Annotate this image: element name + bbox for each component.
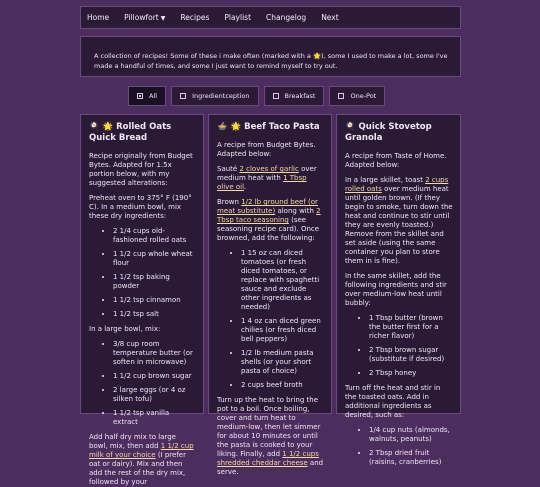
step-text: over medium heat with	[217, 165, 317, 182]
list-item: • 2 cups beef broth	[241, 381, 324, 390]
nav-playlist[interactable]: Playlist	[224, 13, 252, 22]
list-item: • 1 1/2 cup brown sugar	[113, 372, 196, 381]
list-item: • 3/8 cup room temperature butter (or soften in microwave)	[113, 340, 196, 367]
card-title: 🍳 Quick Stovetop Granola	[345, 122, 432, 143]
list-item: • 2 Tbsp honey	[369, 369, 453, 378]
nav-pillowfort-label: Pillowfort	[124, 13, 159, 22]
chevron-down-icon: ▼	[160, 15, 166, 22]
step-text: (see seasoning recipe card). Once browned, add the following:	[217, 216, 320, 242]
card-step: In the same skillet, add the following ingredients and stir over medium-low heat until bubbly:	[345, 272, 447, 307]
list-item: • 1 1/2 tsp salt	[113, 310, 196, 319]
list-item: • 2 Tbsp brown sugar (substitute if desired)	[369, 346, 453, 364]
card-step: In a large bowl, mix:	[89, 325, 161, 333]
card-step	[217, 198, 324, 243]
card-intro: Recipe originally from Budget Bytes. Adapted for 1.5x portion below, with my suggested alterations:	[89, 152, 193, 187]
step-text: along with	[275, 207, 317, 215]
list-item: • 1 1/2 tsp vanilla extract	[113, 409, 196, 427]
list-item: • 1 4 oz can diced green chilies (or fresh diced bell peppers)	[241, 317, 324, 344]
nav-recipes[interactable]: Recipes	[180, 13, 210, 22]
ingredient-highlight: 1 1/2 cup milk of your choice	[89, 442, 194, 459]
card-step: Preheat oven to 375° F (190° C). In a medium bowl, mix these dry ingredients:	[89, 194, 192, 220]
ingredient-highlight: 1 Tbsp olive oil	[217, 174, 307, 191]
filter-breakfast[interactable]	[264, 86, 325, 106]
list-item: • 1 1/2 tsp baking powder	[113, 273, 196, 291]
recipe-card-beef-taco-pasta	[208, 114, 332, 476]
card-step	[217, 396, 324, 477]
step-text: Brown	[217, 198, 242, 206]
list-item: • 1 1/2 cup whole wheat flour	[113, 250, 196, 268]
ingredient-highlight: 1/2 lb ground beef (or meat substitute)	[217, 198, 318, 215]
card-step	[345, 176, 453, 266]
step-text: Turn up the heat to bring the pot to a boil. Once boiling, cover and turn heat to medium-low, then let simmer for about 10 minutes or until the pasta is cooked to your liking. Finally, add	[217, 396, 321, 458]
intro-text: A collection of recipes! Some of these i make often (marked with a 🌟), some I used to make a lot, some I've made a handful of times, and some I just want to remind myself to try out.	[94, 52, 448, 70]
filter-label: Breakfast	[284, 92, 316, 100]
step-text: and serve.	[217, 459, 324, 476]
step-text: (I prefer oat or dairy). Mix and then add the rest of the dry mix, followed by your	[89, 451, 186, 486]
step-text: Add half dry mix to large bowl, mix, then add	[89, 433, 176, 450]
nav-pillowfort[interactable]	[124, 13, 165, 22]
ingredient-highlight: 1 1/2 cups shredded cheddar cheese	[217, 450, 319, 467]
ingredient-highlight: 2 cups rolled oats	[345, 176, 449, 193]
step-text: over medium heat until golden brown. (If they begin to smoke, turn down the heat and continue to stir until they are evenly toasted.) Remove from the skillet and set aside (using the same container you plan to store them in is fine).	[345, 185, 453, 265]
checkbox-icon	[137, 93, 143, 99]
filter-label: All	[149, 92, 158, 100]
list-item: • 2 Tbsp dried fruit (raisins, cranberries)	[369, 449, 453, 467]
card-step	[89, 433, 196, 487]
checkbox-icon	[180, 93, 186, 99]
step-text: Sauté	[217, 165, 240, 173]
recipe-card-stovetop-granola	[336, 114, 461, 466]
list-item: • 1/4 cup nuts (almonds, walnuts, peanuts)	[369, 426, 453, 444]
list-item: • 2 1/4 cups old-fashioned rolled oats	[113, 227, 196, 245]
step-text: .	[244, 183, 247, 191]
filter-one-pot[interactable]	[329, 86, 385, 106]
ingredient-list	[345, 426, 453, 467]
card-intro: A recipe from Taste of Home. Adapted below:	[345, 152, 447, 169]
ingredient-list	[345, 314, 453, 378]
list-item: • 2 large eggs (or 4 oz silken tofu)	[113, 386, 196, 404]
card-step	[217, 165, 324, 192]
nav-changelog[interactable]: Changelog	[266, 13, 307, 22]
filter-ingredientception[interactable]	[171, 86, 258, 106]
ingredient-highlight: 2 cloves of garlic	[239, 165, 299, 173]
checkbox-icon	[338, 93, 344, 99]
card-step: Turn off the heat and stir in the toasted oats. Add in additional ingredients as desired, such as:	[345, 384, 441, 419]
filter-bar	[128, 86, 385, 106]
nav-home[interactable]: Home	[87, 13, 110, 22]
ingredient-list	[89, 227, 196, 319]
ingredient-list	[89, 340, 196, 427]
step-text: In a large skillet, toast	[345, 176, 426, 184]
filter-label: One-Pot	[350, 92, 377, 100]
card-title: 🍲 🌟 Beef Taco Pasta	[217, 122, 320, 132]
list-item: • 1 15 oz can diced tomatoes (or fresh diced tomatoes, or replace with spaghetti sauce and exclude other ingredients as needed)	[241, 249, 324, 312]
checkbox-icon	[273, 93, 279, 99]
recipe-card-rolled-oats	[80, 114, 204, 486]
nav-next[interactable]: Next	[321, 13, 339, 22]
intro-box	[80, 36, 461, 77]
filter-label: Ingredientception	[192, 92, 250, 100]
top-nav	[80, 6, 461, 29]
list-item: • 1/2 lb medium pasta shells (or your short pasta of choice)	[241, 349, 324, 376]
list-item: • 1 Tbsp butter (brown the butter first for a richer flavor)	[369, 314, 453, 341]
list-item: • 1 1/2 tsp cinnamon	[113, 296, 196, 305]
ingredient-highlight: 2 Tbsp taco seasoning	[217, 207, 321, 224]
ingredient-list	[217, 249, 324, 390]
filter-all[interactable]	[128, 86, 166, 106]
card-title: 🍳 🌟 Rolled Oats Quick Bread	[89, 122, 172, 143]
card-intro: A recipe from Budget Bytes. Adapted below:	[217, 141, 316, 158]
